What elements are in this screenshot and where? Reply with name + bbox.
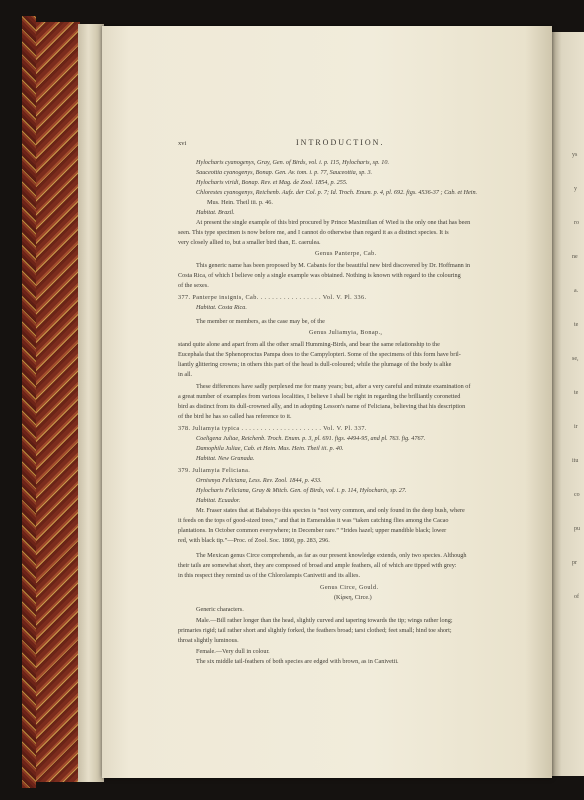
text-line: of the bird he has so called has reference to it. — [178, 413, 292, 420]
text-line: The Mexican genus Circe comprehends, as far as our present knowledge extends, only two species. Although — [196, 552, 467, 559]
facing-page-fragment: ys — [572, 152, 578, 158]
facing-page-fragment: te — [574, 322, 579, 328]
facing-page-fragment: se, — [572, 356, 579, 362]
facing-page-fragment: a. — [574, 288, 579, 294]
text-line: The six middle tail-feathers of both species are edged with brown, as in Canivetii. — [196, 658, 399, 665]
text-line: 379. Juliamyia Feliciana. — [178, 467, 251, 474]
text-line: in this respect they remind us of the Chlorolampis Canivetii and its allies. — [178, 572, 360, 579]
text-line: Hylocharis cyanogenys, Gray, Gen. of Birds, vol. i. p. 115, Hylocharis, sp. 10. — [196, 159, 389, 166]
facing-page-fragment: ro — [574, 220, 579, 226]
text-line: Mr. Fraser states that at Babahoyo this species is “not very common, and only found in the deep bush, where — [196, 507, 465, 514]
facing-page-fragment: te — [574, 390, 579, 396]
text-line: of the sexes. — [178, 282, 209, 289]
text-line: Female.—Very dull in colour. — [196, 648, 270, 655]
text-line: seen. This type specimen is now before me, and I cannot do otherwise than regard it as a distinct species. It is — [178, 229, 449, 236]
text-line: Hylocharis viridi, Bonap. Rev. et Mag. de Zool. 1854, p. 255. — [196, 179, 348, 186]
text-line: red, with black tip.”—Proc. of Zool. Soc. 1860, pp. 283, 296. — [178, 537, 330, 544]
text-line: This generic name has been proposed by M. Cabanis for the beautiful new bird discovered by Dr. Hoffmann in — [196, 262, 471, 269]
text-line: liantly glittering crowns; in others this part of the head is dull-coloured; while the plumage of the body is alike — [178, 361, 452, 368]
text-line: bird as distinct from its dull-crowned ally, and in adopting Lesson's name of Feliciana, believing that his description — [178, 403, 466, 410]
facing-page — [552, 32, 584, 776]
text-line: Generic characters. — [196, 606, 244, 613]
text-line: primaries rigid; tail rather short and slightly forked, the feathers broad; tarsi clothed; feet small; hind toe short; — [178, 627, 452, 634]
text-line: Genus Circe, Gould. — [320, 584, 379, 591]
text-line: (Κίρκη, Circe.) — [334, 594, 372, 601]
page-stack-edge — [78, 24, 104, 782]
running-head: INTRODUCTION. — [296, 138, 385, 147]
text-line: Habitat. Ecuador. — [196, 497, 241, 504]
facing-page-fragment: ne — [572, 254, 578, 260]
text-line: it feeds on the tops of good-sized trees,” and that in Esmeraldas it was “taken catching flies among the Cacao — [178, 517, 449, 524]
facing-page-fragment: itu — [572, 458, 579, 464]
text-line: Hylocharis Feliciana, Gray & Mitch. Gen. of Birds, vol. i. p. 114, Hylocharis, sp. 27. — [196, 487, 407, 494]
text-line: These differences have sadly perplexed me for many years; but, after a very careful and minute examination of — [196, 383, 471, 390]
text-line: in all. — [178, 371, 193, 378]
text-line: The member or members, as the case may be, of the — [196, 318, 325, 325]
text-line: Eucephala that the Sphenoproctus Pampa does to the Campylopteri. Some of the specimens of this form have bril- — [178, 351, 461, 358]
text-line: Habitat. Costa Rica. — [196, 304, 247, 311]
text-line: Damophila Juliae, Cab. et Hein. Mus. Hein. Theil iii. p. 40. — [196, 445, 344, 452]
facing-page-fragment: pu — [574, 526, 580, 532]
facing-page-fragment: co — [574, 492, 580, 498]
text-line: Ornismya Feliciana, Less. Rev. Zool. 1844, p. 433. — [196, 477, 322, 484]
facing-page-fragment: pr — [572, 560, 577, 566]
text-line: Habitat. Brazil. — [196, 209, 235, 216]
book-cover-edge — [22, 16, 36, 788]
text-line: Costa Rica, of which I believe only a single example was obtained. Nothing is known with regard to the colouring — [178, 272, 461, 279]
text-line: Mus. Hein. Theil iii. p. 46. — [207, 199, 273, 206]
text-line: Genus Panterpe, Cab. — [315, 250, 377, 257]
text-line: Chlorestes cyanogenys, Reichenb. Aufz. der Col. p. 7; Id. Troch. Enum. p. 4, pl. 692. figs. 4536-37 ; Cab. et Hein. — [196, 189, 478, 196]
text-line: Male.—Bill rather longer than the head, slightly curved and tapering towards the tip; wings rather long; — [196, 617, 453, 624]
text-line: 378. Juliamyia typica . . . . . . . . . . . . . . . . . . . . . Vol. V. Pl. 337. — [178, 425, 367, 432]
text-line: Coeligena Juliae, Reichenb. Troch. Enum. p. 3, pl. 691. figs. 4494-95, and pl. 763. fig. 4767. — [196, 435, 426, 442]
text-line: throat slightly luminous. — [178, 637, 239, 644]
marbled-endpaper — [36, 22, 80, 782]
text-line: At present the single example of this bird procured by Prince Maximilian of Wied is the only one that has been — [196, 219, 471, 226]
text-line: stand quite alone and apart from all the other small Humming-Birds, and bear the same relationship to the — [178, 341, 440, 348]
facing-page-fragment: ir — [574, 424, 578, 430]
facing-page-fragment: y — [574, 186, 577, 192]
text-line: plantations. In October common everywhere; in December rare.” “Irides hazel; upper mandible black; lower — [178, 527, 447, 534]
text-line: very closely allied to, but a smaller bird than, E. caerulea. — [178, 239, 321, 246]
facing-page-fragment: of — [574, 594, 579, 600]
text-line: their tails are somewhat short, they are composed of broad and ample feathers, all of which are tipped with grey: — [178, 562, 457, 569]
text-line: Sauceottia cyanogenys, Bonap. Gen. Av. tom. i. p. 77, Sauceottia, sp. 3. — [196, 169, 373, 176]
text-line: a great number of examples from various localities, I believe I shall be right in regarding the brilliantly coronetted — [178, 393, 461, 400]
page-number: xvi — [178, 140, 187, 147]
text-line: Habitat. New Granada. — [196, 455, 255, 462]
text-line: 377. Panterpe insignis, Cab. . . . . . . . . . . . . . . . . Vol. V. Pl. 336. — [178, 294, 367, 301]
text-line: Genus Juliamyia, Bonap., — [309, 329, 383, 336]
